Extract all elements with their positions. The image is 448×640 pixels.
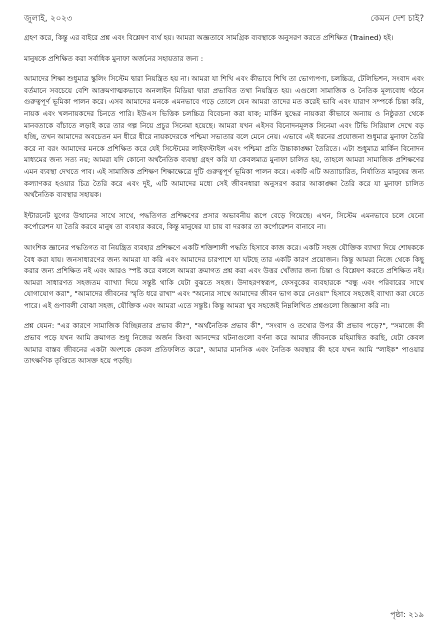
paragraph-continuation: গ্রহণ করে, কিন্তু এর বাইরে প্রশ্ন এবং বিশ্লেষণ ব্যর্থ হয়। আমরা অজ্ঞতাবে সামগ্রিক ব্যবস্থাকে অনুসরণ করতে প্রশিক্ষিত (Trained) হই। [24, 33, 394, 42]
paragraph-partial-knowledge: আংশিক জ্ঞানের পদ্ধতিগত বা নিয়ন্ত্রিত ব্যবহার প্রশিক্ষণে একটি শক্তিশালী পদ্ধতি হিসাবে কাজ করে। একটি সহজ যৌক্তিক ব্যাখ্যা দিয়ে শোষককে বৈধ করা যায়। জনসাধারণের জন্য আমরা যা করি এবং আমাদের চারপাশে যা ঘটছে তার একটি কারণ প্রয়োজন। কিন্তু আমরা নিজে থেকে কিছু করার জন্য প্রশিক্ষিত নই এবং আরও স্পষ্ট করে বললে আমরা ক্রমাগত প্রশ্ন করা এবং উত্তর খোঁজার জন্য চিন্তা ও বিশ্লেষণ করতে প্রশিক্ষিত নই। আমরা সাধারণত সহজতম ব্যাখ্যা দিয়ে সন্তুষ্ট থাকি যেটা বুঝতে সহজ। উদাহরণস্বরূপ, ফেসবুকের ব্যবহারকে "বন্ধু এবং পরিবারের সাথে যোগাযোগ করা", "আমাদের জীবনের স্মৃতি ধরে রাখা" এবং "অন্যের সাথে আমাদের জীবন ভাগ করে নেওয়া" হিসাবে সহজেই ব্যাখ্যা করা যেতে পারে। এই গুণাবলী বোঝা সহজ, যৌক্তিক এবং আমরা এতে সন্তুষ্ট। কিন্তু আমরা খুব সহজেই নিম্নলিখিত প্রশ্নগুলো জিজ্ঞাসা করি না। [24, 242, 424, 310]
page-number: পৃষ্ঠা: ২১৯ [390, 610, 424, 619]
paragraph-questions: প্রশ্ন যেমন: "এর কারণে সামাজিক বিচ্ছিন্নতার প্রভাব কী?", "অর্থনৈতিক প্রভাব কী", "সংবাদ ও তথ্যের উপর কী প্রভাব পড়ে?", "সমাজে কী প্রভাব পড়ে যখন আমি ক্রমাগত শুধু নিজের অর্জন কিংবা আনন্দের ঘটনাগুলো বর্ণনা করে আমার জীবনকে মহিমান্বিত করছি, যেটা কেবল আমার বাস্তব জীবনের একটা অংশকে কেবল প্রতিফলিত করে", আমার মানসিক এবং নৈতিক অবস্থার কী হবে যখন আমি "লাইক" পাওয়ার তাৎক্ষণিক তৃপ্তিতে আসক্ত হয়ে পড়ছি। [24, 321, 424, 366]
paragraph-heading-training: মানুষকে প্রশিক্ষিত করা সর্বাধিক মুনাফা অর্জনের সহায়তার জন্য : [24, 53, 204, 63]
header-title: কেমন দেশ চাই? [370, 14, 424, 24]
paragraph-media-training: আমাদের শিক্ষা শুধুমাত্র স্কুলিং সিস্টেম দ্বারা নিয়ন্ত্রিত হয় না। আমরা যা শিখি এবং কীভাবে শিখি তা ভোগ্যপণ্য, চলচ্চিত্র, টেলিভিশন, সংবাদ এবং বর্তমানে সবচেয়ে বেশি আক্রমণাত্মকভাবে অনলাইন মিডিয়া দ্বারা প্রভাবিত তথা নিয়ন্ত্রিত হয়। এগুলো সামাজিক ও নৈতিক মূল্যবোধ গঠনে গুরুত্বপূর্ণ ভূমিকা পালন করে। এসব আমাদের মনকে এমনভাবে গড়ে তোলে যেন আমরা তাদের মত করেই ভাবি এবং যারাণ সম্পর্কে চিন্তা করি, নায়ক এবং খলনায়কদের চিনতে পারি। ইউএস ভিত্তিক চলচ্চিত্র বিবেচনা করা যাক; মার্কিন যুদ্ধের নায়করা কীভাবে অন্যায় ও নিষ্ঠুরতা থেকে মানবতাকে বাঁচাতে লড়াই করে তার গল্প নিয়ে প্রচুর সিনেমা হয়েছে। আমরা যখন এইসব বিনোদনমূলক সিনেমা এবং টিভি সিরিয়াল দেখে বড় হচ্ছি, তখন আমাদের অবচেতন মন ধীরে ধীরে নায়কদেরকে পশ্চিমা সভ্যতার বলে মেনে নেয়। এভাবে এই ধরনের প্রযোজনা শুধুমাত্র মুনাফা তৈরি করে না বরং আমাদের মনকে প্রশিক্ষিত করে যেই সিস্টেমের লাইফস্টাইল এবং পশ্চিমা প্রতি উচ্চাকাঙ্ক্ষা তৈরিতে। এটা শুধুমাত্র মার্কিন বিনোদন মাধ্যমের জন্য সত্য নয়; আমরা যদি কোনো অর্থনৈতিক ব্যবস্থা গ্রহণ করি যা কেবলমাত্র মুনাফা চালিত হয়, তাহলে আমরা সামাজিক প্রশিক্ষণের এমন ব্যবস্থা দেখতে পাব। এই সামাজিক প্রশিক্ষণ শিক্ষাক্ষেত্রে দুটি গুরুত্বপূর্ণ ভূমিকা পালন করে। একটি এটি অত্যাচারিত, নির্যাতিত মানুষের জন্য কল্যাণকর হওয়ার চিত্র তৈরি করে এবং দুই, এটি আমাদের মধ্যে সেই জীবনধারা অনুসরণ করার আকাঙ্ক্ষা তৈরি করে যা মুনাফা চালিত অর্থনৈতিক ব্যবস্থার সহায়ক। [24, 74, 424, 200]
paragraph-internet-era: ইন্টারনেট যুগের উত্থানের সাথে সাথে, পদ্ধতিগত প্রশিক্ষণের প্রসার অভাবনীয় রূপে বেড়ে গিয়েছে। এখন, সিস্টেম এমনভাবে চলে যেনো কর্পোরেশন যা তৈরি করবে মানুষ তা ব্যবহার করবে, কিন্তু মানুষের যা চায় বা দরকার তা কর্পোরেশন বানাবে না। [24, 210, 424, 232]
page-header [24, 12, 424, 26]
header-date: জুলাই, ২০২৩ [24, 14, 73, 24]
page-body [24, 32, 424, 376]
